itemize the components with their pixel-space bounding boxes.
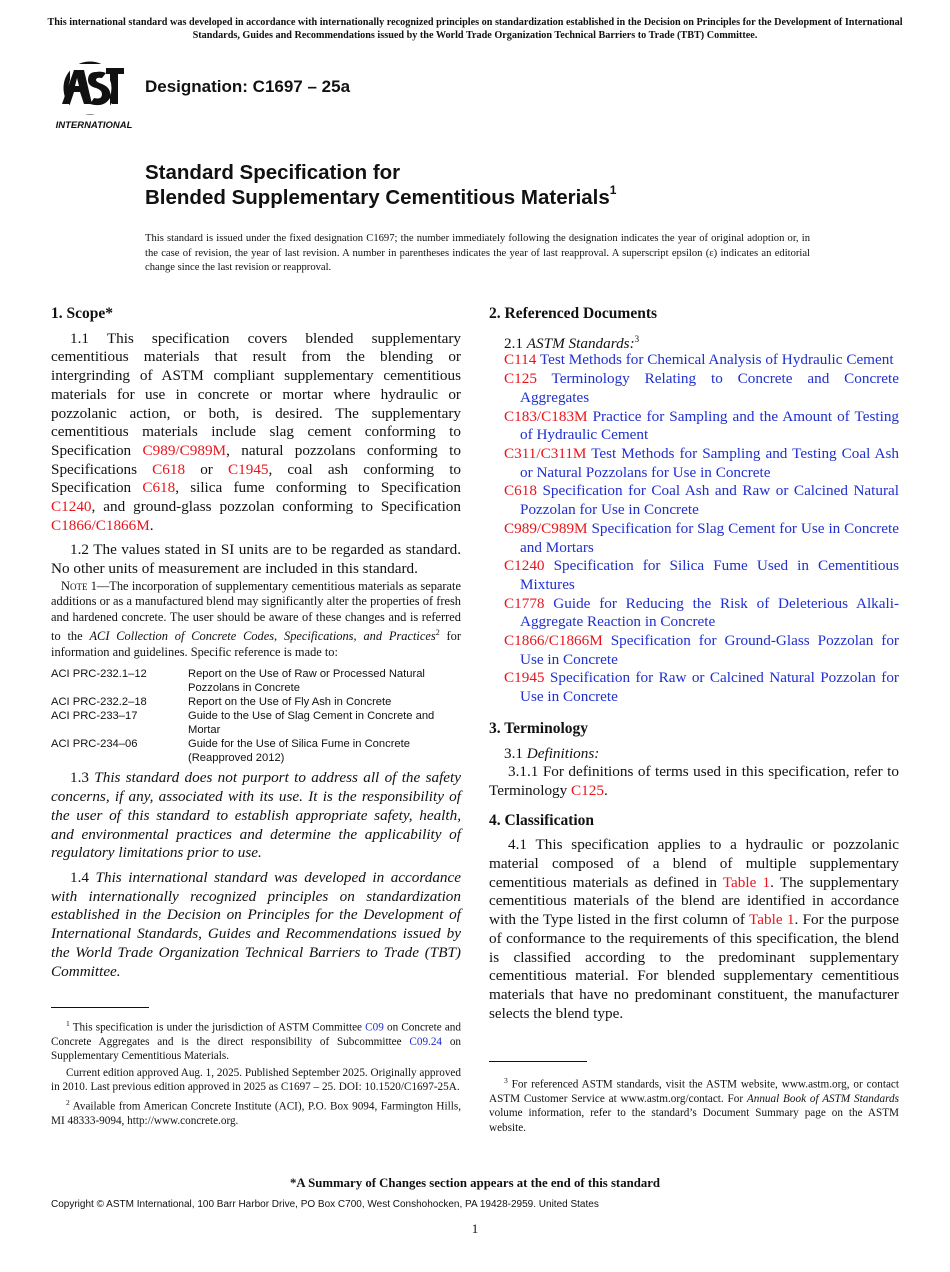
astm-logo-icon <box>52 58 136 132</box>
ref-link-c618[interactable]: C618 <box>142 479 176 497</box>
note-1: Note 1—The incorporation of supplementary cementitious materials as separate additions or as a manufactured blend may significantly alter the properties of fresh and hardened concrete. The user should be aware of these changes and is referred to the ACI Collection of Concrete Codes, Specifications, and Practices$^2$ for information and guidelines. Specific reference is made to: <box>51 578 461 659</box>
title-line-2: Blended Supplementary Cementitious Materials$^1$ <box>145 183 617 209</box>
list-item[interactable]: C1945 Specification for Raw or Calcined Natural Pozzolan for Use in Concrete <box>504 669 899 706</box>
footnote-1-edition: Current edition approved Aug. 1, 2025. Published September 2025. Originally approved in 2010. Last previous edition approved in 2025 as C1697 – 25. DOI: 10.1520/C1697-25A. <box>51 1066 461 1093</box>
committee-link-c09[interactable]: C09 <box>365 1021 384 1034</box>
list-item[interactable]: C989/C989M Specification for Slag Cement for Use in Concrete and Mortars <box>504 519 899 556</box>
top-notice: This international standard was developed in accordance with internationally recognized principles on standardization established in the Decision on Principles for the Development of International Standards, Guides and Recommendations issued by the World Trade Organization Technical Barriers to Trade (TBT) Committee. <box>47 17 903 41</box>
list-item[interactable]: C1866/C1866M Specification for Ground-Glass Pozzolan for Use in Concrete <box>504 632 899 668</box>
right-column <box>489 305 899 1029</box>
page-title <box>145 160 616 210</box>
copyright: Copyright © ASTM International, 100 Barr Harbor Drive, PO Box C700, West Conshohocken, PA 19428-2959. United States <box>51 1199 599 1210</box>
section-heading-scope: 1. Scope* <box>51 305 113 322</box>
section-heading-referenced-documents: 2. Referenced Documents <box>489 305 658 322</box>
table-row <box>51 709 461 737</box>
aci-title: Guide to the Use of Slag Cement in Concrete and Mortar <box>188 710 435 737</box>
list-item[interactable]: C125 Terminology Relating to Concrete and Concrete Aggregates <box>504 370 899 406</box>
aci-code: ACI PRC-232.2–18 <box>51 696 147 709</box>
list-item[interactable]: C618 Specification for Coal Ash and Raw or Calcined Natural Pozzolan for Use in Concrete <box>504 482 900 519</box>
aci-code: ACI PRC-234–06 <box>51 738 138 751</box>
list-item[interactable]: C114 Test Methods for Chemical Analysis of Hydraulic Cement <box>504 351 894 369</box>
ref-link-c1240[interactable]: C1240 <box>51 498 92 516</box>
subsection-astm-standards: 2.1 ASTM Standards:$^3$ <box>504 333 640 352</box>
list-item[interactable]: C311/C311M Test Methods for Sampling and Testing Coal Ash or Natural Pozzolans for Use in Concrete <box>504 444 900 481</box>
list-item[interactable]: C1240 Specification for Silica Fume Used in Cementitious Mixtures <box>504 557 899 593</box>
table-row <box>51 737 461 765</box>
section-heading-classification: 4. Classification <box>489 811 595 829</box>
ref-link-c989[interactable]: C989/C989M <box>142 441 227 459</box>
aci-code: ACI PRC-232.1–12 <box>51 668 147 681</box>
footnote-1: $^1$ This specification is under the jurisdiction of ASTM Committee C09 on Concrete and Concrete Aggregates and is the direct responsibility of Subcommittee C09.24 on Supplementary Cementitious Materials. <box>51 1019 462 1063</box>
section-heading-terminology: 3. Terminology <box>489 719 589 737</box>
paragraph-1-3: 1.3 This standard does not purport to address all of the safety concerns, if any, associated with its use. It is the responsibility of the user of this standard to establish appropriate safety, health, and environmental practices and determine the applicability of regulatory limitations prior to use. <box>51 769 461 862</box>
paragraph-1-2: 1.2 The values stated in SI units are to be regarded as standard. No other units of measurement are included in this standard. <box>51 541 461 578</box>
footnotes-left <box>51 1017 461 1131</box>
paragraph-3-1-1: 3.1.1 For definitions of terms used in this specification, refer to Terminology C125. <box>489 763 899 799</box>
logo-text: INTERNATIONAL <box>55 120 133 131</box>
title-line-1: Standard Specification for <box>145 161 401 184</box>
footnote-divider <box>489 1061 587 1062</box>
page-number: 1 <box>471 1221 479 1236</box>
ref-link-c618[interactable]: C618 <box>152 460 186 478</box>
table-row <box>51 667 461 695</box>
subcommittee-link-c09-24[interactable]: C09.24 <box>409 1036 443 1049</box>
list-item[interactable]: C1778 Guide for Reducing the Risk of Deleterious Alkali-Aggregate Reaction in Concrete <box>504 594 900 631</box>
footnote-3: $^3$ For referenced ASTM standards, visit the ASTM website, www.astm.org, or contact ASTM Customer Service at www.astm.org/contact. For Annual Book of ASTM Standards volume information, refer to the standard’s Document Summary page on the ASTM website. <box>489 1076 899 1134</box>
aci-title: Report on the Use of Fly Ash in Concrete <box>188 696 392 709</box>
title-footnote-ref: 1 <box>609 183 617 197</box>
ref-link-c1945[interactable]: C1945 <box>228 460 269 478</box>
aci-code: ACI PRC-233–17 <box>51 710 138 723</box>
summary-of-changes-note: *A Summary of Changes section appears at the end of this standard <box>289 1176 661 1190</box>
paragraph-4-1: 4.1 This specification applies to a hydraulic or pozzolanic material composed of a blend of multiple supplementary cementitious materials as defined in Table 1. The supplementary cementitious materials of the blend are identified in accordance with the Type listed in the first column of Table 1. For the purpose of conformance to the requirements of this specification, the blend is classified according to the predominant supplementary cementitious material. For blended supplementary cementitious materials that have no predominant constituent, the manufacturer selects the blend type. <box>489 836 900 1022</box>
footnote-divider <box>51 1007 149 1008</box>
aci-title: Guide for the Use of Silica Fume in Concrete (Reapproved 2012) <box>188 738 410 765</box>
table-1-link[interactable]: Table 1 <box>722 873 771 891</box>
list-item[interactable]: C183/C183M Practice for Sampling and the Amount of Testing of Hydraulic Cement <box>504 407 900 444</box>
issuance-statement: This standard is issued under the fixed designation C1697; the number immediately following the designation indicates the year of original adoption or, in the case of revision, the year of last revision. A number in parentheses indicates the year of last reapproval. A superscript epsilon (ε) indicates an editorial change since the last revision or reapproval. <box>145 233 810 273</box>
aci-reference-table <box>51 667 461 765</box>
ref-link-c1866[interactable]: C1866/C1866M <box>51 516 150 534</box>
paragraph-1-4: 1.4 This international standard was developed in accordance with internationally recognized principles on standardization established in the Decision on Principles for the Development of International Standards, Guides and Recommendations issued by the World Trade Organization Technical Barriers to Trade (TBT) Committee. <box>51 868 461 980</box>
paragraph-1-1: 1.1 This specification covers blended supplementary cementitious materials that result from the blending or intergrinding of ASTM compliant supplementary cementitious materials for use in concrete or mortar where hydraulic or pozzolanic action, or both, is desired. The supplementary cementitious materials include slag cement conforming to Specification C989/C989M, natural pozzolans conforming to Specifications C618 or C1945, coal ash conforming to Specification C618, silica fume conforming to Specification C1240, and ground-glass pozzolan conforming to Specification C1866/C1866M. <box>51 329 462 534</box>
referenced-standards-list <box>489 351 899 706</box>
subsection-definitions: 3.1 Definitions: <box>504 744 600 762</box>
table-1-link[interactable]: Table 1 <box>749 911 795 929</box>
aci-title: Report on the Use of Raw or Processed Natural Pozzolans in Concrete <box>188 668 425 695</box>
left-column <box>51 305 461 987</box>
designation: Designation: C1697 – 25a <box>145 77 351 96</box>
ref-link-c125[interactable]: C125 <box>571 781 604 799</box>
table-row <box>51 695 461 709</box>
footnote-2: $^2$ Available from American Concrete Institute (ACI), P.O. Box 9094, Farmington Hills, MI 48333-9094, http://www.concrete.org. <box>51 1098 461 1128</box>
